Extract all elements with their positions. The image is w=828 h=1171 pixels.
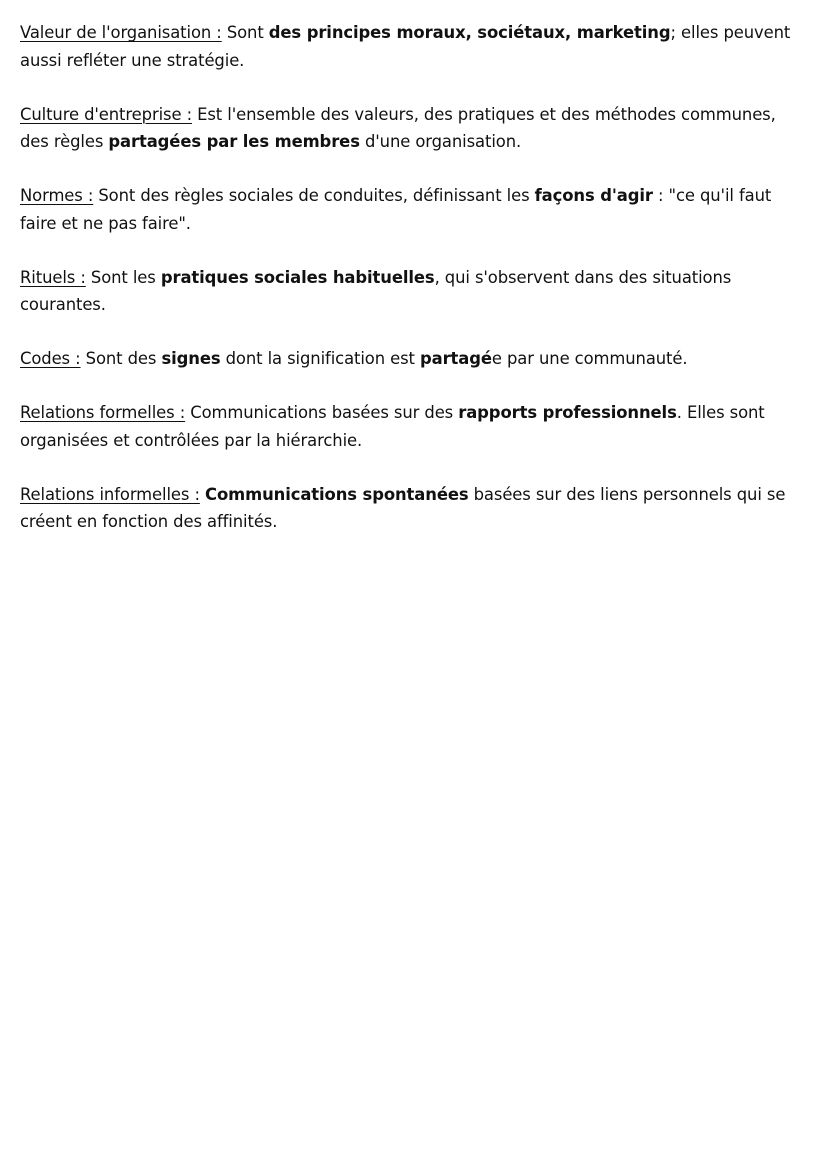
definition-text: , qui s'observent dans des situations courantes.: [20, 267, 732, 314]
definition-culture-entreprise: [20, 101, 808, 156]
definition-text: d'une organisation.: [359, 132, 522, 151]
definition-term: Normes :: [20, 186, 94, 205]
definition-emphasis: partagées par les membres: [108, 132, 360, 151]
definition-text: Communications basées sur des: [185, 403, 459, 422]
definition-rituels: [20, 264, 808, 319]
definition-text: ; elles peuvent aussi refléter une stratégie.: [20, 23, 791, 70]
definition-text: Sont: [221, 23, 269, 42]
definition-term: Rituels :: [20, 267, 86, 287]
definition-text: Sont des règles sociales de conduites, définissant les: [93, 186, 535, 205]
definition-emphasis: pratiques sociales habituelles: [160, 267, 435, 287]
definition-emphasis: rapports professionnels: [458, 403, 677, 422]
definition-emphasis: des principes moraux, sociétaux, marketing: [268, 23, 671, 42]
definition-text: Est l'ensemble des valeurs, des pratiques et des méthodes communes, des règles: [20, 104, 776, 151]
definition-text: Sont des: [80, 349, 162, 368]
definition-text: dont la signification est: [220, 349, 420, 368]
definition-emphasis: signes: [161, 349, 221, 368]
definition-normes: [20, 182, 808, 237]
definition-text: Sont les: [85, 267, 161, 287]
definition-emphasis: Communications spontanées: [205, 484, 469, 504]
definition-term: Codes :: [20, 349, 81, 368]
definition-valeur-organisation: [20, 19, 808, 74]
definition-relations-formelles: [20, 399, 808, 454]
definition-relations-informelles: [20, 481, 808, 536]
definition-text: e par une communauté.: [491, 349, 688, 368]
definition-emphasis: façons d'agir: [534, 186, 653, 205]
definition-emphasis: partagé: [419, 349, 492, 368]
definition-term: Relations informelles :: [20, 484, 200, 504]
definition-term: Valeur de l'organisation :: [20, 23, 222, 42]
definition-term: Relations formelles :: [20, 403, 186, 422]
definition-text: basées sur des liens personnels qui se créent en fonction des affinités.: [20, 484, 786, 531]
definition-term: Culture d'entreprise :: [20, 104, 192, 124]
definition-text: : "ce qu'il faut faire et ne pas faire".: [20, 186, 772, 233]
definition-codes: [20, 345, 808, 373]
definition-text: . Elles sont organisées et contrôlées par la hiérarchie.: [20, 403, 765, 450]
